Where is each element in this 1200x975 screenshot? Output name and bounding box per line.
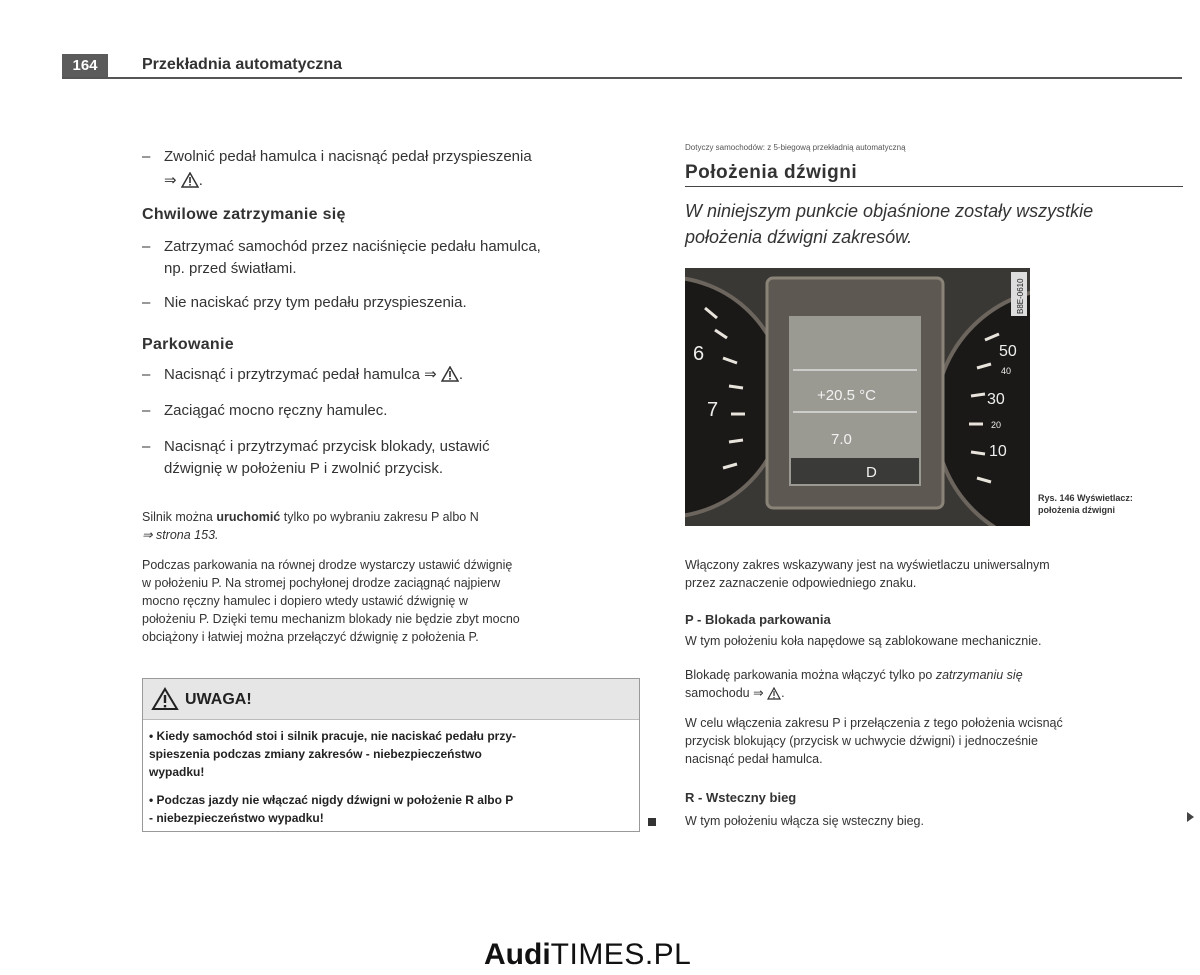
- instrument-display-figure: [685, 268, 1030, 526]
- dashboard-illustration: [685, 268, 1030, 526]
- right-gauge-label: 20: [991, 420, 1002, 430]
- list-item-text: Zwolnić pedał hamulca i nacisnąć pedał przyspieszenia: [164, 148, 532, 165]
- warning-title: UWAGA!: [185, 691, 252, 708]
- paragraph-display: Włączony zakres wskazywany jest na wyświetlaczu uniwersalnym przez zaznaczenie odpowiedniego znaku.: [685, 558, 1050, 590]
- paragraph-p-release: W celu włączenia zakresu P i przełączenia z tego położenia wcisnąć przycisk blokujący (przycisk w uchwycie dźwigni) i jednocześnie nacisnąć pedał hamulca.: [685, 716, 1063, 766]
- list-item: – Nacisnąć i przytrzymać pedał hamulca ⇒ .: [142, 366, 464, 383]
- warning-box: [142, 678, 640, 832]
- warning-icon: [441, 366, 459, 382]
- subsection-title-r: R - Wsteczny bieg: [685, 790, 797, 805]
- list-item: – Nie naciskać przy tym pedału przyspieszenia.: [142, 294, 467, 311]
- list-item: – Zatrzymać samochód przez naciśnięcie pedału hamulca,: [142, 238, 541, 255]
- section-rule: [685, 186, 1183, 187]
- page-reference-link[interactable]: ⇒ strona 153.: [142, 528, 219, 542]
- left-gauge-label: 6: [693, 343, 705, 365]
- right-gauge-label: 30: [987, 391, 1005, 408]
- warning-bullet: • Kiedy samochód stoi i silnik pracuje, nie naciskać pedału przy- spieszenia podczas zmiany zakresów - niebezpieczeństwo wypadku!: [149, 729, 516, 779]
- section-end-marker: [648, 818, 656, 826]
- paragraph-start-engine: Silnik można uruchomić tylko po wybraniu zakresu P albo N: [142, 510, 479, 524]
- paragraph-r: W tym położeniu włącza się wsteczny bieg.: [685, 814, 924, 828]
- right-gauge-label: 50: [999, 343, 1017, 360]
- applicability-note: Dotyczy samochodów: z 5-biegową przekładnią automatyczną: [685, 143, 906, 152]
- gear-indicator: D: [866, 464, 877, 481]
- paragraph-p: W tym położeniu koła napędowe są zablokowane mechanicznie.: [685, 634, 1042, 648]
- left-gauge-label: 7: [707, 399, 719, 421]
- list-item: – Nacisnąć i przytrzymać przycisk blokady, ustawić: [142, 438, 490, 455]
- list-item: – Zaciągać mocno ręczny hamulec.: [142, 402, 388, 419]
- list-item: – Zwolnić pedał hamulca i nacisnąć pedał przyspieszenia: [142, 148, 532, 165]
- warning-icon: [151, 687, 179, 711]
- warning-icon: [181, 172, 199, 188]
- section-intro: W niniejszym punkcie objaśnione zostały wszystkie położenia dźwigni zakresów.: [685, 201, 1094, 247]
- right-gauge-label: 40: [1001, 366, 1012, 376]
- trip-readout: 7.0: [831, 431, 852, 448]
- warning-header: [143, 679, 639, 720]
- list-item-continuation: ⇒ .: [164, 172, 203, 189]
- list-item-continuation: dźwignię w położeniu P i zwolnić przycisk.: [164, 460, 444, 477]
- warning-bullet: • Podczas jazdy nie włączać nigdy dźwigni w położenie R albo P - niebezpieczeństwo wypadku!: [149, 793, 514, 825]
- header-title: Przekładnia automatyczna: [142, 56, 343, 73]
- paragraph-parking: Podczas parkowania na równej drodze wystarczy ustawić dźwignię w położeniu P. Na stromej pochyłonej drodze zaciągnąć najpierw mocno ręczny hamulec i dopiero wtedy ustawić dźwignię w położeniu P. Dzięki temu mechanizm blokady nie będzie zbyt mocno obciążony i łatwiej można przełączyć dźwignię z położenia P.: [142, 558, 520, 644]
- list-item-continuation: np. przed światłami.: [164, 260, 297, 277]
- figure-caption: Rys. 146 Wyświetlacz: położenia dźwigni: [1038, 493, 1133, 515]
- header-rule: [62, 77, 1182, 79]
- paragraph-p-lock: Blokadę parkowania można włączyć tylko po zatrzymaniu się samochodu ⇒ .: [685, 668, 1023, 700]
- page-number: 164: [62, 54, 108, 78]
- section-title-stop: Chwilowe zatrzymanie się: [142, 206, 346, 223]
- right-gauge-label: 10: [989, 443, 1007, 460]
- continue-arrow-icon: [1187, 812, 1194, 822]
- section-title-lever: Położenia dźwigni: [685, 162, 858, 183]
- section-title-parking: Parkowanie: [142, 336, 234, 353]
- temperature-readout: +20.5 °C: [817, 387, 876, 404]
- site-logo: AudiTIMES.PL: [484, 938, 692, 971]
- figure-code: B8E-0610: [1016, 278, 1025, 314]
- warning-icon: [767, 687, 781, 700]
- subsection-title-p: P - Blokada parkowania: [685, 612, 831, 627]
